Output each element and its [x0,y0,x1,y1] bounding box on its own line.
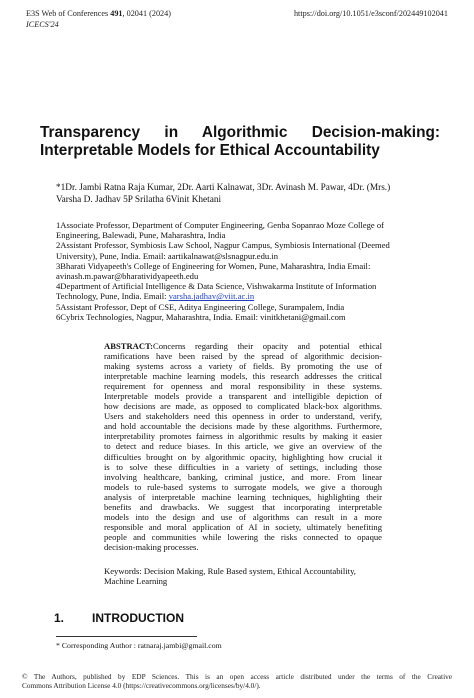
authors-line-1: *1Dr. Jambi Ratna Raja Kumar, 2Dr. Aarti Kalnawat, 3Dr. Avinash M. Pawar, 4Dr. (Mrs.) [56,183,391,193]
email-link[interactable]: varsha.jadhav@viit.ac.in [168,291,255,302]
footnote-divider [56,636,197,637]
abstract-line: benefits and drawbacks. We suggest that incorporating interpretable [104,501,382,512]
copyright-line-1: © The Authors, published by EDP Sciences. This is an open access article distributed under the terms of the Creative [22,672,452,681]
author-list [56,183,436,206]
section-title: INTRODUCTION [92,611,184,625]
abstract-line: ramifications have been raised by the spread of algorithmic decision- [104,351,382,362]
running-header-journal [26,9,171,19]
keywords-line-1: Keywords: Decision Making, Rule Based system, Ethical Accountability, [104,566,356,576]
affiliation-3-line-1: 3Bharati Vidyapeeth's College of Engineering for Women, Pune, Maharashtra, India Email: [56,260,371,271]
abstract-line: involving healthcare, banking, criminal justice, and more. From linear [104,471,382,482]
affiliation-1-line-1: 1Associate Professor, Department of Computer Engineering, Genba Sopanrao Moze College of [56,220,385,230]
abstract-line: Users and stakeholders need this openness in order to understand, verify, [104,411,382,422]
running-header-conference: ICECS'24 [26,20,59,29]
section-number: 1. [54,611,65,625]
abstract-line: ABSTRACT:Concerns regarding their opacity and potential ethical [104,341,382,351]
copyright-notice [22,672,452,690]
abstract-line: to detect and reduce biases. In this article, we give an overview of the [104,441,382,452]
abstract-line: models into the design and use of algorithms can result in a more [104,511,382,522]
journal-name: E3S Web of Conferences [26,9,111,18]
affiliation-1-line-2: Engineering, Balewadi, Pune, Maharashtra, India [56,230,226,241]
abstract-line: analysis of interpretable machine learning techniques, highlighting their [104,491,382,502]
abstract-line: difficulties brought on by algorithmic opacity, highlighting how crucial it [104,451,382,462]
abstract-line: decision-making processes. [104,541,199,552]
section-heading [54,611,184,625]
corresponding-author-footnote: * Corresponding Author : ratnaraj.jambi@gmail.com [56,641,222,650]
abstract-line: Interpretable models provide a transparent and intelligible depiction of [104,391,382,402]
doi-link[interactable]: https://doi.org/10.1051/e3sconf/202449102041 [293,9,448,18]
abstract-line: people and communities while lowering the risks connected to opaque [104,531,382,542]
affiliation-4-line-2 [56,291,446,301]
abstract [104,341,382,552]
title-line-1: Transparency in Algorithmic Decision-making: [40,124,440,141]
abstract-line: how decisions are made, as opposed to complicated black-box algorithms. [104,401,382,412]
affiliation-4-text: Technology, Pune, India. Email: [56,291,169,302]
affiliation-6: 6Cybrix Technologies, Nagpur, Maharashtra, India. Email: vinitkhetani@gmail.com [56,311,346,322]
affiliation-5: 5Assistant Professor, Dept of CSE, Aditya Engineering College, Surampalem, India [56,301,345,312]
abstract-line: making systems across a variety of fields. By promoting the use of [104,361,382,372]
affiliation-4-line-1: 4Department of Artificial Intelligence & Data Science, Vishwakarma Institute of Information [56,281,377,292]
journal-article: , 02041 (2024) [122,9,171,18]
abstract-line: interpretability promotes fairness in algorithmic results by making it easier [104,431,382,442]
keywords [104,566,382,586]
keywords-line-2: Machine Learning [104,576,168,587]
paper-title [40,124,440,160]
journal-volume: 491 [110,9,123,18]
affiliation-2-line-2: University), Pune, India. Email: aartikalnawat@slsnagpur.edu.in [56,250,278,261]
abstract-line: and hold accountable the decisions made by these algorithms. Furthermore, [104,421,382,432]
affiliation-2-line-1: 2Assistant Professor, Symbiosis Law School, Nagpur Campus, Symbiosis International (Deemed [56,240,390,251]
abstract-line: is to solve these difficulties in a variety of settings, including those [104,461,382,472]
abstract-line: responsible and moral application of AI in society, ultimately benefiting [104,521,382,532]
abstract-line: requirement for openness and moral responsibility in these systems. [104,381,382,392]
affiliation-3-line-2: avinash.m.pawar@bharatividyapeeth.edu [56,271,199,282]
abstract-label: ABSTRACT: [104,341,154,351]
abstract-line: interpretable machine learning models, this research addresses the critical [104,371,382,382]
title-line-2: Interpretable Models for Ethical Accountability [40,142,380,159]
abstract-line: models to rule-based systems to surrogate models, we give a thorough [104,481,382,492]
authors-line-2: Varsha D. Jadhav 5P Srilatha 6Vinit Khetani [56,194,222,205]
affiliations [56,220,446,322]
copyright-line-2: Commons Attribution License 4.0 (https://creativecommons.org/licenses/by/4.0/). [22,681,261,690]
